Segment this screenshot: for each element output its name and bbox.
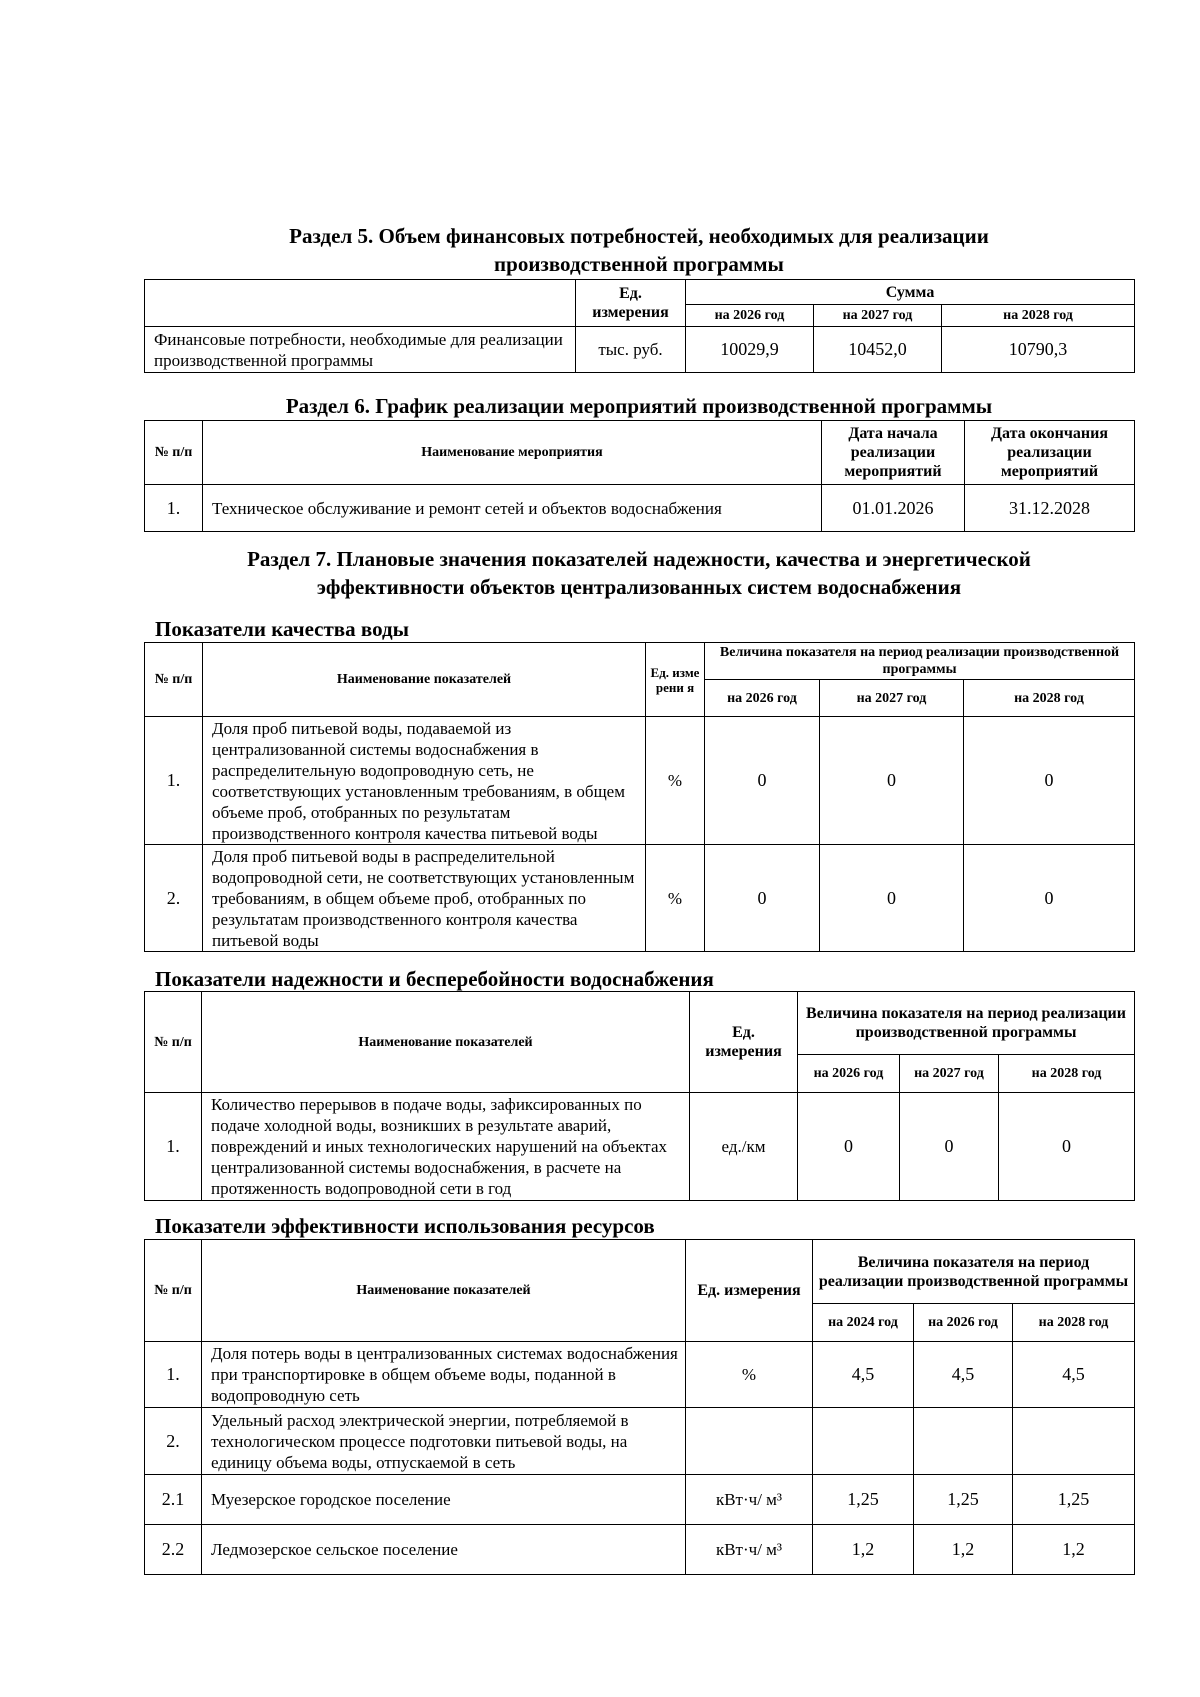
reliability-row-value: 0: [999, 1093, 1135, 1201]
efficiency-row-unit: кВт·ч/ м³: [686, 1475, 813, 1525]
efficiency-year-header: на 2024 год: [813, 1304, 914, 1342]
section5-row-value: 10452,0: [814, 327, 942, 373]
efficiency-row-value: [914, 1408, 1013, 1475]
quality-num-header: № п/п: [145, 643, 203, 717]
efficiency-row-value: [1013, 1408, 1135, 1475]
section5-title-line1: Раздел 5. Объем финансовых потребностей, необходимых для реализации: [289, 224, 989, 248]
section6-row-num: 1.: [145, 485, 203, 532]
table-row: [145, 845, 1135, 952]
efficiency-row-value: 1,25: [1013, 1475, 1135, 1525]
reliability-num-header: № п/п: [145, 992, 202, 1093]
quality-row-num: 2.: [145, 845, 203, 952]
table-row: [145, 1342, 1135, 1408]
efficiency-year-header: на 2028 год: [1013, 1304, 1135, 1342]
efficiency-row-unit: %: [686, 1342, 813, 1408]
section5-year-header: на 2026 год: [686, 305, 814, 327]
section7-title-line1: Раздел 7. Плановые значения показателей надежности, качества и энергетической: [247, 547, 1031, 571]
reliability-year-header: на 2028 год: [999, 1055, 1135, 1093]
section5-table: [144, 279, 1135, 373]
section6-table: [144, 420, 1135, 532]
section5-sum-header: Сумма: [686, 280, 1135, 305]
table-row: [145, 1475, 1135, 1525]
quality-row-num: 1.: [145, 717, 203, 845]
section5-title: [144, 222, 1134, 278]
efficiency-row-unit: [686, 1408, 813, 1475]
reliability-row-num: 1.: [145, 1093, 202, 1201]
efficiency-table: [144, 1239, 1135, 1575]
section5-row-value: 10790,3: [942, 327, 1135, 373]
section5-year-header: на 2028 год: [942, 305, 1135, 327]
efficiency-row-value: 1,25: [813, 1475, 914, 1525]
section6-start-header: Дата начала реализации мероприятий: [822, 421, 965, 485]
section6-row-name: Техническое обслуживание и ремонт сетей и объектов водоснабжения: [203, 485, 822, 532]
efficiency-row-name: Удельный расход электрической энергии, потребляемой в технологическом процессе подготовки питьевой воды, на единицу объема воды, отпускаемой в сеть: [202, 1408, 686, 1475]
quality-row-unit: %: [646, 717, 705, 845]
efficiency-year-header: на 2026 год: [914, 1304, 1013, 1342]
efficiency-row-value: 4,5: [813, 1342, 914, 1408]
reliability-unit-header: Ед. измерения: [690, 992, 798, 1093]
efficiency-name-header: Наименование показателей: [202, 1240, 686, 1342]
quality-row-value: 0: [705, 845, 820, 952]
efficiency-row-value: 1,2: [813, 1525, 914, 1575]
efficiency-subtitle: Показатели эффективности использования ресурсов: [155, 1214, 655, 1238]
efficiency-row-num: 2.2: [145, 1525, 202, 1575]
efficiency-row-value: 4,5: [1013, 1342, 1135, 1408]
quality-table: [144, 642, 1135, 952]
efficiency-row-value: [813, 1408, 914, 1475]
quality-subtitle: Показатели качества воды: [155, 617, 409, 641]
section5-row-name: Финансовые потребности, необходимые для реализации производственной программы: [145, 327, 576, 373]
quality-value-header: Величина показателя на период реализации производственной программы: [705, 643, 1135, 680]
quality-year-header: на 2027 год: [820, 680, 964, 717]
table-row: [145, 327, 1135, 373]
section5-title-line2: производственной программы: [494, 252, 784, 276]
table-row: [145, 717, 1135, 845]
table-row: [145, 485, 1135, 532]
reliability-year-header: на 2026 год: [798, 1055, 900, 1093]
efficiency-row-name: Ледмозерское сельское поселение: [202, 1525, 686, 1575]
efficiency-row-num: 2.1: [145, 1475, 202, 1525]
reliability-table: [144, 991, 1135, 1201]
section5-empty-header: [145, 280, 576, 327]
quality-row-value: 0: [964, 845, 1135, 952]
quality-row-name: Доля проб питьевой воды в распределительной водопроводной сети, не соответствующих установленным требованиям, в общем объеме проб, отобранных по результатам производственного контроля качества питьевой воды: [203, 845, 646, 952]
quality-row-value: 0: [820, 845, 964, 952]
quality-year-header: на 2028 год: [964, 680, 1135, 717]
efficiency-unit-header: Ед. измерения: [686, 1240, 813, 1342]
quality-row-unit: %: [646, 845, 705, 952]
reliability-subtitle: Показатели надежности и бесперебойности водоснабжения: [155, 967, 714, 991]
efficiency-row-name: Доля потерь воды в централизованных системах водоснабжения при транспортировке в общем объеме воды, поданной в водопроводную сеть: [202, 1342, 686, 1408]
reliability-row-unit: ед./км: [690, 1093, 798, 1201]
efficiency-row-value: 1,2: [914, 1525, 1013, 1575]
efficiency-row-num: 1.: [145, 1342, 202, 1408]
section6-name-header: Наименование мероприятия: [203, 421, 822, 485]
quality-row-value: 0: [964, 717, 1135, 845]
quality-row-name: Доля проб питьевой воды, подаваемой из централизованной системы водоснабжения в распределительную водопроводную сеть, не соответствующих установленным требованиям, в общем объеме проб, отобранных по результатам производственного контроля качества питьевой воды: [203, 717, 646, 845]
reliability-row-value: 0: [900, 1093, 999, 1201]
efficiency-row-value: 4,5: [914, 1342, 1013, 1408]
quality-row-value: 0: [820, 717, 964, 845]
section6-row-start: 01.01.2026: [822, 485, 965, 532]
reliability-name-header: Наименование показателей: [202, 992, 690, 1093]
reliability-value-header: Величина показателя на период реализации производственной программы: [798, 992, 1135, 1055]
section6-end-header: Дата окончания реализации мероприятий: [965, 421, 1135, 485]
section5-row-value: 10029,9: [686, 327, 814, 373]
efficiency-row-value: 1,25: [914, 1475, 1013, 1525]
efficiency-num-header: № п/п: [145, 1240, 202, 1342]
reliability-row-name: Количество перерывов в подаче воды, зафиксированных по подаче холодной воды, возникших в результате аварий, повреждений и иных технологических нарушений на объектах централизованной системы водоснабжения, в расчете на протяженность водопроводной сети в год: [202, 1093, 690, 1201]
efficiency-row-num: 2.: [145, 1408, 202, 1475]
quality-row-value: 0: [705, 717, 820, 845]
section5-year-header: на 2027 год: [814, 305, 942, 327]
quality-year-header: на 2026 год: [705, 680, 820, 717]
section5-row-unit: тыс. руб.: [576, 327, 686, 373]
section6-title: Раздел 6. График реализации мероприятий производственной программы: [285, 394, 993, 418]
section7-title-line2: эффективности объектов централизованных систем водоснабжения: [316, 575, 962, 599]
section6-row-end: 31.12.2028: [965, 485, 1135, 532]
section6-num-header: № п/п: [145, 421, 203, 485]
reliability-year-header: на 2027 год: [900, 1055, 999, 1093]
efficiency-row-value: 1,2: [1013, 1525, 1135, 1575]
quality-unit-header: Ед. изме рени я: [646, 643, 705, 717]
efficiency-row-name: Муезерское городское поселение: [202, 1475, 686, 1525]
section7-title: [144, 545, 1134, 601]
table-row: [145, 1408, 1135, 1475]
efficiency-row-unit: кВт·ч/ м³: [686, 1525, 813, 1575]
reliability-row-value: 0: [798, 1093, 900, 1201]
section5-unit-header: Ед. измерения: [576, 280, 686, 327]
efficiency-value-header: Величина показателя на период реализации производственной программы: [813, 1240, 1135, 1304]
table-row: [145, 1093, 1135, 1201]
quality-name-header: Наименование показателей: [203, 643, 646, 717]
table-row: [145, 1525, 1135, 1575]
